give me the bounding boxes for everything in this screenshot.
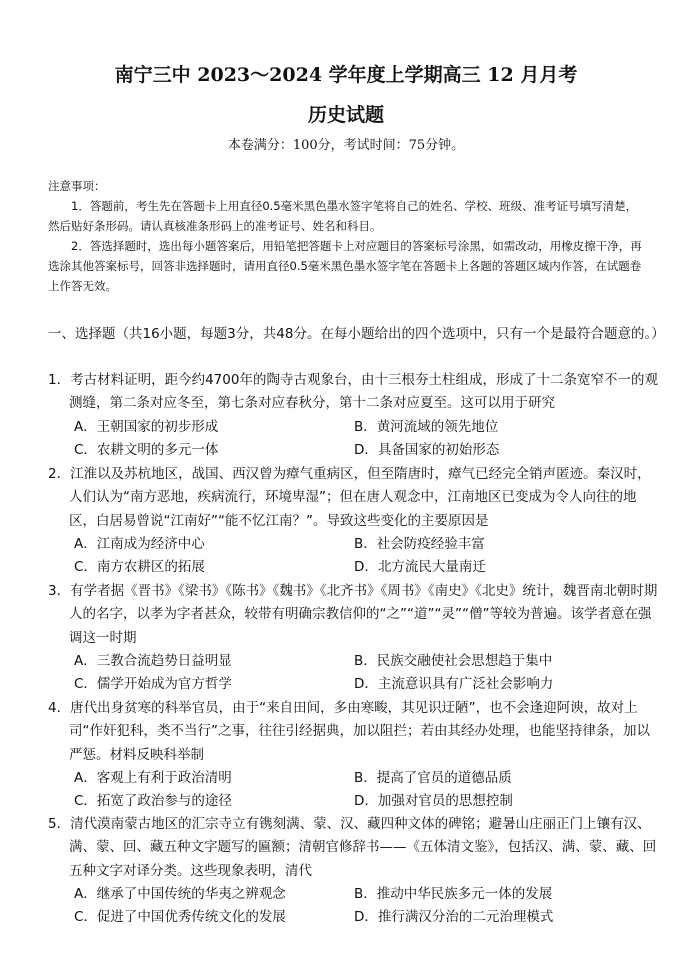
question-1	[48, 369, 660, 462]
option-list	[74, 416, 660, 463]
section-heading-block	[48, 322, 665, 346]
option-list	[74, 767, 660, 814]
option-a: A．王朝国家的初步形成	[74, 418, 219, 435]
option-a: A．江南成为经济中心	[74, 535, 205, 552]
option-d: D．加强对官员的思想控制	[354, 793, 513, 810]
option-c: C．南方农耕区的拓展	[74, 559, 205, 576]
option-b: B．黄河流域的领先地位	[354, 418, 499, 435]
option-list	[74, 650, 660, 697]
option-a: A．继承了中国传统的华夷之辨观念	[74, 885, 286, 902]
question-stem: 2．江淮以及苏杭地区，战国、西汉曾为瘴气重病区，但至隋唐时，瘴气已经完全销声匿迹。秦汉时，人们认为“南方恶地，疾病流行，环境卑湿”；但在唐人观念中，江南地区已变成为令人向往的地区，白居易曾说“江南好”“能不忆江南？”。导致这些变化的主要原因是	[48, 466, 651, 529]
question-stem: 5．清代漠南蒙古地区的汇宗寺立有镌刻满、蒙、汉、藏四种文体的碑铭；避暑山庄丽正门上镶有汉、满、蒙、回、藏五种文字题写的匾额；清朝官修辞书——《五体清文鉴》，包括汉、满、蒙、藏、回五种文字对译分类。这些现象表明，清代	[48, 816, 657, 879]
question-3	[48, 580, 660, 696]
notice-item-1: 1．答题前，考生先在答题卡上用直径0.5毫米黑色墨水签字笔将自己的姓名、学校、班级、准考证号填写清楚，然后贴好条形码。请认真核准条形码上的准考证号、姓名和科目。	[48, 199, 638, 233]
option-c: C．促进了中国优秀传统文化的发展	[74, 909, 286, 926]
option-b: B．推动中华民族多元一体的发展	[354, 885, 553, 902]
question-2	[48, 463, 660, 579]
option-d: D．主流意识具有广泛社会影响力	[354, 676, 554, 693]
section-heading: 一、选择题（共16小题，每题3分，共48分。在每小题给出的四个选项中，只有一个是最符合题意的。）	[48, 326, 665, 342]
exam-subject: 历史试题	[307, 104, 384, 126]
option-list	[74, 883, 660, 930]
question-stem: 4．唐代出身贫寒的科举官员，由于“来自田间，多由寒畯，其见识迂陋”，也不会逢迎阿谀，故对上司“作奸犯科，类不当行”之事，往往引经据典，加以阻拦；若由其经办处理，也能坚持律条，加以严惩。材料反映科举制	[48, 700, 650, 763]
question-4	[48, 697, 660, 813]
option-c: C．儒学开始成为官方哲学	[74, 676, 232, 693]
option-b: B．提高了官员的道德品质	[354, 769, 512, 786]
option-d: D．推行满汉分治的二元治理模式	[354, 909, 554, 926]
question-5	[48, 813, 660, 929]
option-d: D．北方流民大量南迁	[354, 559, 486, 576]
option-a: A．三教合流趋势日益明显	[74, 652, 232, 669]
option-a: A．客观上有利于政治清明	[74, 769, 232, 786]
notice-heading: 注意事项：	[48, 179, 106, 193]
option-b: B．社会防疫经验丰富	[354, 535, 485, 552]
notice-item-2: 2．答选择题时，选出每小题答案后，用铅笔把答题卡上对应题目的答案标号涂黑，如需改动，用橡皮擦干净，再选涂其他答案标号，回答非选择题时，请用直径0.5毫米黑色墨水签字笔在答题卡上各题的答题区域内作答，在试题卷上作答无效。	[48, 239, 642, 293]
option-b: B．民族交融使社会思想趋于集中	[354, 652, 553, 669]
question-stem: 1．考古材料证明，距今约4700年的陶寺古观象台，由十三根夯土柱组成，形成了十二条宽窄不一的观测缝，第二条对应冬至，第七条对应春秋分，第十二条对应夏至。这可以用于研究	[48, 372, 658, 412]
option-c: C．拓宽了政治参与的途径	[74, 793, 232, 810]
option-list	[74, 533, 660, 580]
option-c: C．农耕文明的多元一体	[74, 441, 219, 458]
exam-info: 本卷满分：100分，考试时间：75分钟。	[227, 138, 465, 153]
exam-title: 南宁三中 2023～2024 学年度上学期高三 12 月月考	[114, 64, 578, 86]
notice-block	[48, 176, 648, 296]
option-d: D．具备国家的初始形态	[354, 441, 500, 458]
question-stem: 3．有学者据《晋书》《梁书》《陈书》《魏书》《北齐书》《周书》《南史》《北史》统计，魏晋南北朝时期人的名字，以孝为字者甚众，较带有明确宗教信仰的“之”“道”“灵”“僧”等较为普遍。该学者意在强调这一时期	[48, 583, 658, 646]
